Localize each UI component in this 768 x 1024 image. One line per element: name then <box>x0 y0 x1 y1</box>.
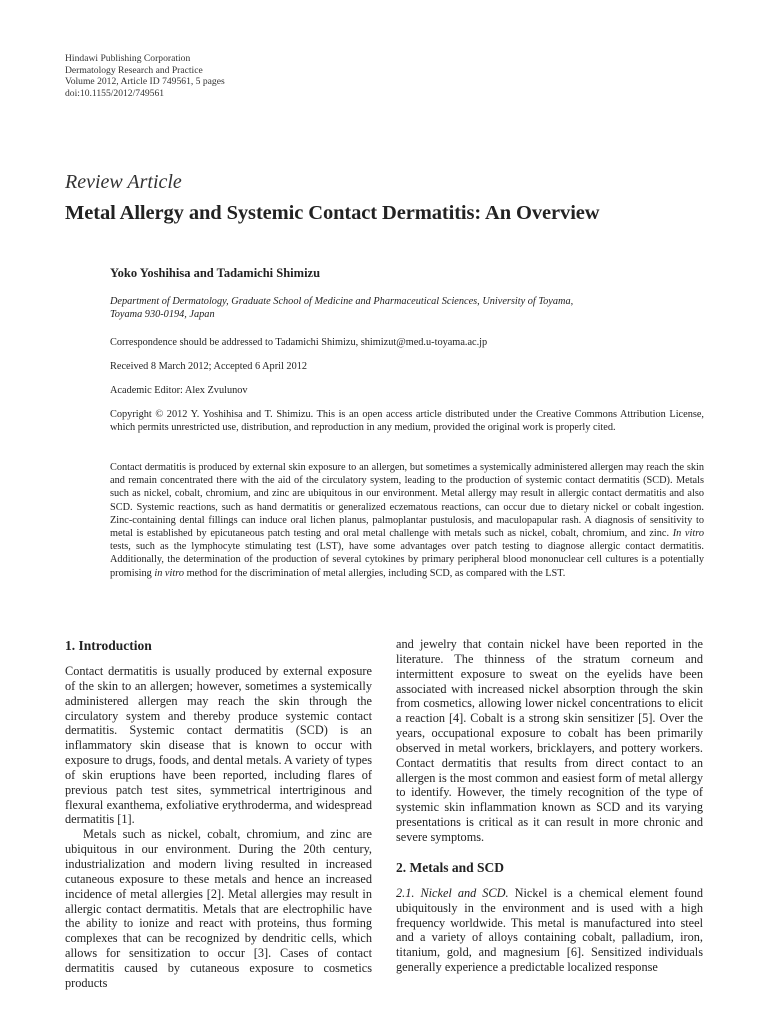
abstract <box>110 461 704 580</box>
article-type: Review Article <box>65 171 182 193</box>
paragraph <box>396 886 703 975</box>
affiliation <box>110 295 710 321</box>
paragraph: Metals such as nickel, cobalt, chromium, and zinc are ubiquitous in our environment. During the 20th century, industrialization and modern living resulted in increased cutaneous exposure to these metals and hence an increased incidence of metal allergies [2]. Metal allergies may result in allergic contact dermatitis. Metals that are electrophilic have the ability to ionize and react with proteins, thus forming complexes that can be recognized by dendritic cells, which allows for sensitization to occur [3]. Cases of contact dermatitis caused by cutaneous exposure to cosmetics products <box>65 827 372 990</box>
correspondence-text: Correspondence should be addressed to Tadamichi Shimizu, <box>110 337 361 348</box>
volume-info: Volume 2012, Article ID 749561, 5 pages <box>65 76 225 87</box>
paragraph: Contact dermatitis is usually produced by external exposure of the skin to an allergen; however, sometimes a systemically administered allergen may reach the skin through the circulatory system and thereby produce systemic contact dermatitis. Systemic contact dermatitis (SCD) is an inflammatory skin disease that is known to occur with exposure to drugs, foods, and dental metals. A variety of types of skin eruptions have been reported, including flares of previous patch test sites, symmetrical intertriginous and flexural exanthema, exfoliative erythroderma, and widespread dermatitis [1]. <box>65 664 372 827</box>
received-dates: Received 8 March 2012; Accepted 6 April 2012 <box>110 361 308 372</box>
section-heading-introduction: 1. Introduction <box>65 638 152 653</box>
subsection-heading: 2.1. Nickel and SCD. <box>396 885 509 900</box>
affiliation-line-1: Department of Dermatology, Graduate School of Medicine and Pharmaceutical Sciences, University of Toyama, <box>110 296 574 307</box>
abstract-italic: In vitro <box>672 528 704 540</box>
left-column <box>65 637 372 991</box>
authors: Yoko Yoshihisa and Tadamichi Shimizu <box>110 266 321 280</box>
correspondence <box>110 336 487 349</box>
abstract-italic: in vitro <box>154 567 184 579</box>
doi[interactable]: doi:10.1155/2012/749561 <box>65 87 165 99</box>
abstract-text: Contact dermatitis is produced by external skin exposure to an allergen, but sometimes a systemically administered allergen may reach the skin and remain concentrated there with the aid of the circulatory system, leading to the production of systemic contact dermatitis (SCD). Metals such as nickel, cobalt, chromium, and zinc are ubiquitous in our environment. Metal allergy may result in allergic contact dermatitis and also SCD. Systemic reactions, such as hand dermatitis or generalized eczematous reactions, can occur due to dietary nickel or cobalt ingestion. Zinc-containing dental fillings can induce oral lichen planus, palmoplantar pustulosis, and maculopapular rash. A diagnosis of sensitivity to metal is established by epicutaneous patch testing and oral metal challenge with metals such as nickel, cobalt, chromium, and zinc. <box>110 462 704 540</box>
paragraph-text: Nickel is a chemical element found ubiquitously in the environment and is used with a high frequency worldwide. This metal is manufactured into steel and a variety of alloys containing cobalt, palladium, iron, titanium, gold, and magnesium [6]. Sensitized individuals generally experience a predictable localized response <box>396 885 703 975</box>
academic-editor: Academic Editor: Alex Zvulunov <box>110 385 248 396</box>
article-title: Metal Allergy and Systemic Contact Dermatitis: An Overview <box>65 202 600 224</box>
paragraph: and jewelry that contain nickel have been reported in the literature. The thinness of the stratum corneum and intermittent exposure to sweat on the eyelids have been associated with increased nickel absorption through the skin from cosmetics, allowing lower nickel concentrations to elicit a reaction [4]. Cobalt is a strong skin sensitizer [5]. Over the years, occupational exposure to cobalt has been primarily observed in metal workers, bricklayers, and pottery workers. Contact dermatitis that results from direct contact to an allergen is the most common and easiest form of metal allergy to identify. However, the timely recognition of the type of systemic skin inflammation known as SCD and its varying presentations is critical as it can result in more chronic and severe symptoms. <box>396 637 703 844</box>
correspondence-email[interactable]: shimizut@med.u-toyama.ac.jp <box>360 337 488 348</box>
affiliation-line-2: Toyama 930-0194, Japan <box>110 309 215 320</box>
section-heading-metals: 2. Metals and SCD <box>396 859 505 875</box>
publisher-name: Hindawi Publishing Corporation <box>65 53 191 64</box>
journal-name: Dermatology Research and Practice <box>65 64 203 76</box>
abstract-text: method for the discrimination of metal allergies, including SCD, as compared with the LST. <box>184 567 566 579</box>
journal-header <box>65 53 225 99</box>
copyright-notice: Copyright © 2012 Y. Yoshihisa and T. Shimizu. This is an open access article distributed under the Creative Commons Attribution License, which permits unrestricted use, distribution, and reproduction in any medium, provided the original work is properly cited. <box>110 409 704 433</box>
right-column <box>396 637 703 975</box>
abstract-text: tests, such as the lymphocyte stimulating test (LST), have some advantages over patch testing to diagnose allergic contact dermatitis. Additionally, the determination of the production of several cytokines by primary peripheral blood mononuclear cell cultures is a potentially promising <box>110 541 704 579</box>
